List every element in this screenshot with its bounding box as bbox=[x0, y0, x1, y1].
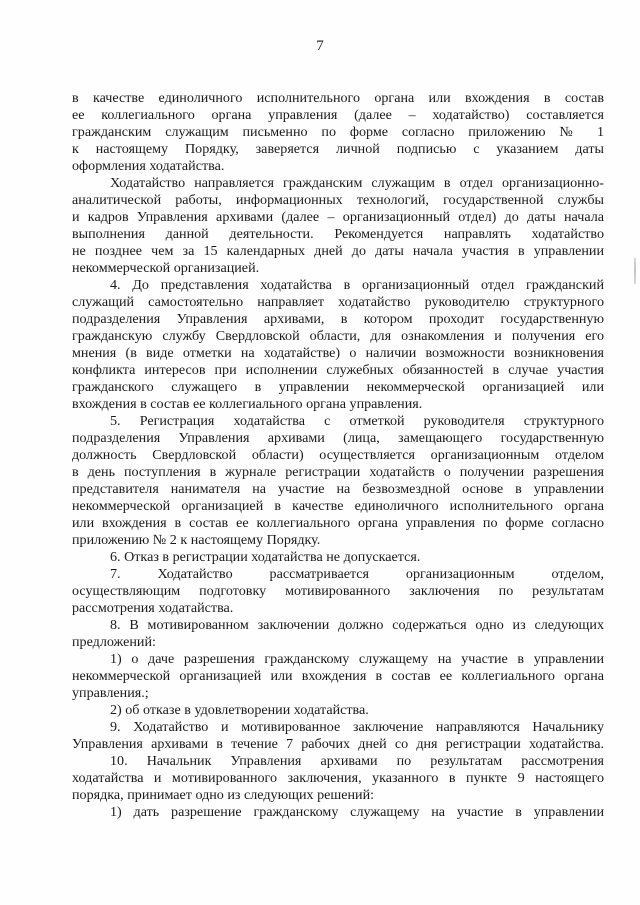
text-line: служащий самостоятельно направляет ходатайство руководителю структурного bbox=[72, 294, 604, 310]
text-line: некоммерческой организацией. bbox=[72, 260, 260, 276]
text-line: порядка, принимает одно из следующих решений: bbox=[72, 787, 375, 803]
text-line: 9. Ходатайство и мотивированное заключение направляются Начальнику bbox=[110, 719, 604, 735]
text-line: 1) о даче разрешения гражданскому служащему на участие в управлении bbox=[110, 651, 604, 667]
text-line: аналитической работы, информационных технологий, государственной службы bbox=[72, 192, 604, 208]
text-line: некоммерческой организацией в качестве единоличного исполнительного органа bbox=[72, 498, 604, 514]
text-line: ее коллегиального органа управления (далее – ходатайство) составляется bbox=[72, 107, 604, 123]
text-line: гражданскую службу Свердловской области, для ознакомления и получения его bbox=[72, 328, 604, 344]
text-line: мнения (в виде отметки на ходатайстве) о наличии возможности возникновения bbox=[72, 345, 604, 361]
text-line: к настоящему Порядку, заверяется личной подписью с указанием даты bbox=[72, 141, 604, 157]
text-line: некоммерческой организацией или вхождения в состав ее коллегиального органа bbox=[72, 668, 604, 684]
text-line: выполнения данной деятельности. Рекомендуется направлять ходатайство bbox=[72, 226, 604, 242]
text-line: должность Свердловской области) осуществляется организационным отделом bbox=[72, 447, 604, 463]
text-line: подразделения Управления архивами (лица, замещающего государственную bbox=[72, 430, 604, 446]
text-line: представителя нанимателя на участие на безвозмездной основе в управлении bbox=[72, 481, 604, 497]
text-line: 2) об отказе в удовлетворении ходатайства. bbox=[110, 702, 369, 718]
text-line: приложению № 2 к настоящему Порядку. bbox=[72, 532, 321, 548]
text-line: конфликта интересов при исполнении служебных обязанностей в случае участия bbox=[72, 362, 604, 378]
text-line: 6. Отказ в регистрации ходатайства не допускается. bbox=[110, 549, 421, 565]
text-line: или вхождения в состав ее коллегиального органа управления по форме согласно bbox=[72, 515, 604, 531]
text-line: 8. В мотивированном заключении должно содержаться одно из следующих bbox=[110, 617, 604, 633]
page-number: 7 bbox=[316, 38, 324, 54]
document-body bbox=[72, 90, 604, 821]
text-line: управления.; bbox=[72, 685, 149, 701]
text-line: в качестве единоличного исполнительного органа или вхождения в состав bbox=[72, 90, 604, 106]
text-line: ходатайства и мотивированного заключения, указанного в пункте 9 настоящего bbox=[72, 770, 604, 786]
text-line: осуществляющим подготовку мотивированного заключения по результатам bbox=[72, 583, 604, 599]
text-line: 5. Регистрация ходатайства с отметкой руководителя структурного bbox=[110, 413, 604, 429]
text-line: оформления ходатайства. bbox=[72, 158, 225, 174]
text-line: 7. Ходатайство рассматривается организационным отделом, bbox=[110, 566, 604, 582]
text-line: вхождения в состав ее коллегиального органа управления. bbox=[72, 396, 423, 412]
text-line: 10. Начальник Управления архивами по результатам рассмотрения bbox=[110, 753, 604, 769]
text-line: и кадров Управления архивами (далее – организационный отдел) до даты начала bbox=[72, 209, 604, 225]
text-line: не позднее чем за 15 календарных дней до даты начала участия в управлении bbox=[72, 243, 604, 259]
text-line: 1) дать разрешение гражданскому служащему на участие в управлении bbox=[110, 804, 604, 820]
text-line: в день поступления в журнале регистрации ходатайств о получении разрешения bbox=[72, 464, 604, 480]
text-line: гражданским служащим письменно по форме согласно приложению № 1 bbox=[72, 124, 604, 140]
scan-edge-mark bbox=[634, 258, 636, 284]
text-line: рассмотрения ходатайства. bbox=[72, 600, 234, 616]
text-line: гражданского служащего в управлении некоммерческой организацией или bbox=[72, 379, 604, 395]
text-line: 4. До представления ходатайства в организационный отдел гражданский bbox=[110, 277, 604, 293]
text-line: Управления архивами в течение 7 рабочих дней со дня регистрации ходатайства. bbox=[72, 736, 604, 752]
text-line: Ходатайство направляется гражданским служащим в отдел организационно- bbox=[110, 175, 604, 191]
text-line: предложений: bbox=[72, 634, 156, 650]
text-line: подразделения Управления архивами, в котором проходит государственную bbox=[72, 311, 604, 327]
